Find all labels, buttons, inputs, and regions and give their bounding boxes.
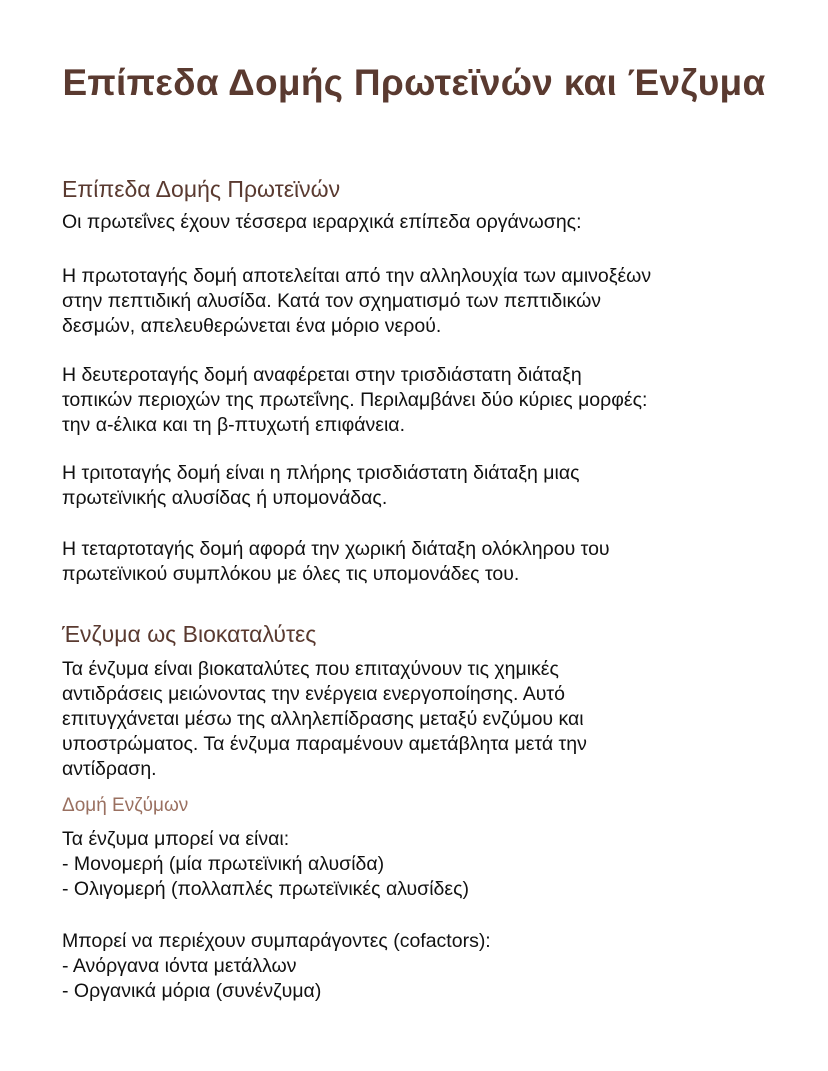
cofactors-line-2: - Ανόργανα ιόντα μετάλλων [62,955,297,977]
enzymes-line-5: αντίδραση. [62,758,157,780]
enzymes-line-3: επιτυγχάνεται μέσω της αλληλεπίδρασης μεταξύ ενζύμου και [62,708,584,730]
enzyme-types-list [62,827,782,902]
enzyme-types-line-2: - Μονομερή (μία πρωτεϊνική αλυσίδα) [62,853,385,875]
enzymes-line-2: αντιδράσεις μειώνοντας την ενέργεια ενεργοποίησης. Αυτό [62,683,565,705]
quaternary-structure-paragraph [62,537,782,587]
section-heading-protein-structure: Επίπεδα Δομής Πρωτεϊνών [62,176,341,202]
secondary-structure-paragraph [62,363,782,438]
cofactors-line-1: Μπορεί να περιέχουν συμπαράγοντες (cofactors): [62,930,491,952]
enzymes-line-1: Τα ένζυμα είναι βιοκαταλύτες που επιταχύνουν τις χημικές [62,658,559,680]
tertiary-structure-paragraph [62,461,782,511]
intro-paragraph [62,210,782,235]
intro-line: Οι πρωτεΐνες έχουν τέσσερα ιεραρχικά επίπεδα οργάνωσης: [62,211,582,233]
secondary-line-2: τοπικών περιοχών της πρωτεΐνης. Περιλαμβάνει δύο κύριες μορφές: [62,389,648,411]
primary-line-1: Η πρωτοταγής δομή αποτελείται από την αλληλουχία των αμινοξέων [62,265,652,287]
enzyme-types-line-1: Τα ένζυμα μπορεί να είναι: [62,828,290,850]
section-heading-enzymes: Ένζυμα ως Βιοκαταλύτες [62,621,317,647]
cofactors-line-3: - Οργανικά μόρια (συνένζυμα) [62,980,322,1002]
secondary-line-3: την α-έλικα και τη β-πτυχωτή επιφάνεια. [62,414,405,436]
secondary-line-1: Η δευτεροταγής δομή αναφέρεται στην τρισδιάστατη διάταξη [62,364,582,386]
subsection-heading-enzyme-structure: Δομή Ενζύμων [62,795,189,816]
page-title: Επίπεδα Δομής Πρωτεϊνών και Ένζυμα [62,62,766,103]
enzymes-line-4: υποστρώματος. Τα ένζυμα παραμένουν αμετάβλητα μετά την [62,733,587,755]
tertiary-line-2: πρωτεϊνικής αλυσίδας ή υπομονάδας. [62,487,388,509]
primary-line-2: στην πεπτιδική αλυσίδα. Κατά τον σχηματισμό των πεπτιδικών [62,290,602,312]
enzyme-types-line-3: - Ολιγομερή (πολλαπλές πρωτεϊνικές αλυσίδες) [62,878,469,900]
enzymes-paragraph [62,657,782,782]
primary-structure-paragraph [62,264,782,339]
quaternary-line-1: Η τεταρτοταγής δομή αφορά την χωρική διάταξη ολόκληρου του [62,538,610,560]
primary-line-3: δεσμών, απελευθερώνεται ένα μόριο νερού. [62,315,442,337]
cofactors-list [62,929,782,1004]
tertiary-line-1: Η τριτοταγής δομή είναι η πλήρης τρισδιάστατη διάταξη μιας [62,462,580,484]
quaternary-line-2: πρωτεϊνικού συμπλόκου με όλες τις υπομονάδες του. [62,563,520,585]
